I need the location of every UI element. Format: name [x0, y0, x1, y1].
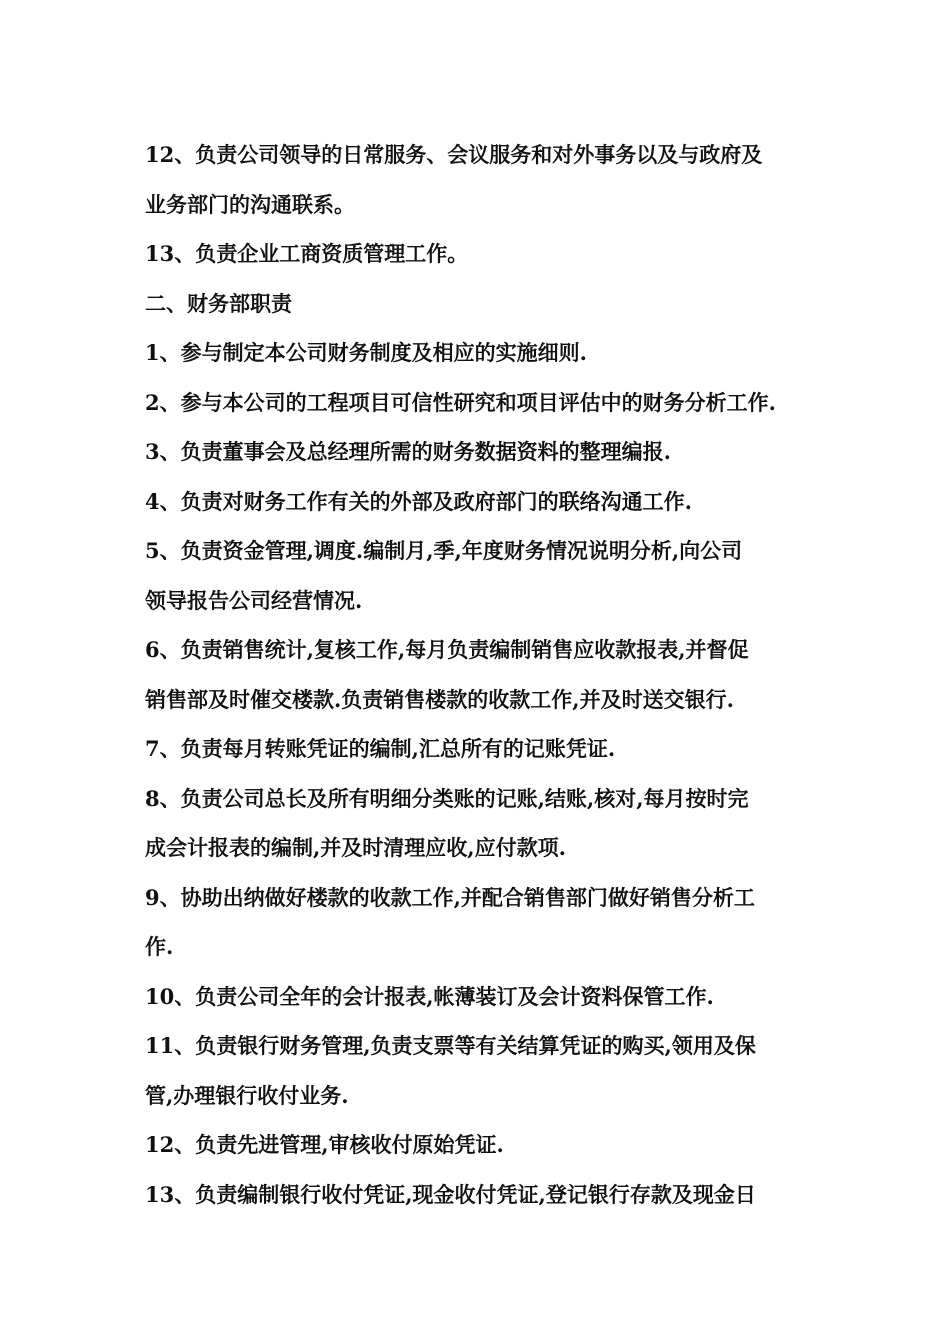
text-line: 成会计报表的编制,并及时清理应收,应付款项.	[145, 835, 566, 860]
text-line: 12、负责先进管理,审核收付原始凭证.	[145, 1132, 504, 1157]
text-line: 1、参与制定本公司财务制度及相应的实施细则.	[145, 340, 587, 365]
text-line: 3、负责董事会及总经理所需的财务数据资料的整理编报.	[145, 439, 671, 464]
text-line: 5、负责资金管理,调度.编制月,季,年度财务情况说明分析,向公司	[145, 538, 743, 563]
text-line: 7、负责每月转账凭证的编制,汇总所有的记账凭证.	[145, 736, 616, 761]
text-line: 8、负责公司总长及所有明细分类账的记账,结账,核对,每月按时完	[145, 785, 749, 811]
text-line: 4、负责对财务工作有关的外部及政府部门的联络沟通工作.	[145, 488, 692, 514]
document-body	[145, 130, 825, 1219]
text-line: 9、协助出纳做好楼款的收款工作,并配合销售部门做好销售分析工	[145, 884, 755, 910]
text-line: 管,办理银行收付业务.	[145, 1082, 349, 1108]
text-line: 6、负责销售统计,复核工作,每月负责编制销售应收款报表,并督促	[145, 637, 749, 662]
section-heading: 二、财务部职责	[145, 290, 292, 316]
text-line: 12、负责公司领导的日常服务、会议服务和对外事务以及与政府及	[145, 142, 763, 167]
text-line: 11、负责银行财务管理,负责支票等有关结算凭证的购买,领用及保	[145, 1033, 756, 1058]
text-line: 销售部及时催交楼款.负责销售楼款的收款工作,并及时送交银行.	[145, 686, 734, 712]
text-line: 13、负责企业工商资质管理工作。	[145, 241, 469, 266]
text-line: 10、负责公司全年的会计报表,帐薄装订及会计资料保管工作.	[145, 983, 714, 1009]
text-line: 2、参与本公司的工程项目可信性研究和项目评估中的财务分析工作.	[145, 389, 776, 415]
text-line: 业务部门的沟通联系。	[145, 191, 355, 217]
text-line: 作.	[145, 934, 174, 959]
text-line: 领导报告公司经营情况.	[145, 587, 363, 613]
text-line: 13、负责编制银行收付凭证,现金收付凭证,登记银行存款及现金日	[145, 1181, 756, 1207]
